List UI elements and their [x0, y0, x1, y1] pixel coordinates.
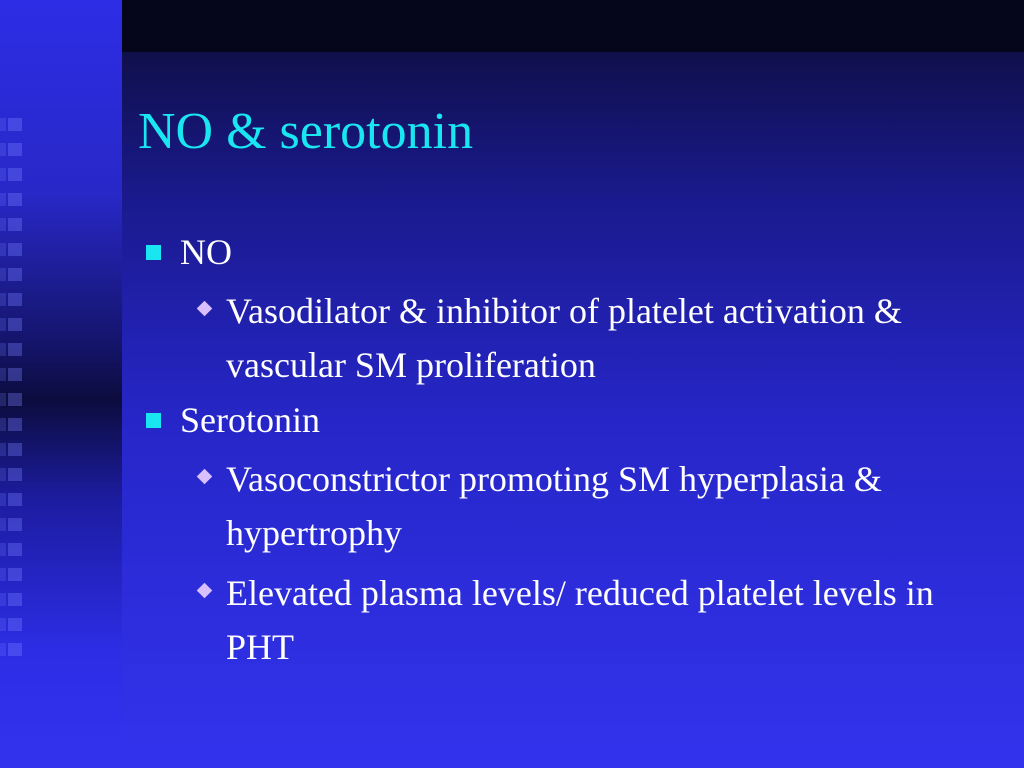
band-square	[0, 343, 6, 356]
band-square	[8, 468, 22, 481]
band-square	[8, 643, 22, 656]
band-square	[0, 143, 6, 156]
band-square	[0, 518, 6, 531]
top-decorative-band	[122, 0, 1024, 52]
bullet-heading: Serotonin	[180, 400, 320, 440]
band-square	[0, 418, 6, 431]
band-square	[0, 468, 6, 481]
band-square	[8, 243, 22, 256]
band-square	[8, 118, 22, 131]
bullet-item-serotonin	[146, 398, 1006, 442]
bullet-item-no	[146, 230, 1006, 274]
band-square	[8, 293, 22, 306]
band-square	[8, 218, 22, 231]
band-square	[0, 243, 6, 256]
band-square	[8, 168, 22, 181]
band-square	[8, 593, 22, 606]
band-square	[0, 643, 6, 656]
band-square	[8, 368, 22, 381]
band-square	[8, 493, 22, 506]
band-square	[0, 443, 6, 456]
square-bullet-icon	[146, 413, 161, 428]
band-square	[0, 218, 6, 231]
bullet-heading: NO	[180, 232, 232, 272]
band-square	[8, 568, 22, 581]
band-square	[8, 418, 22, 431]
sub-bullet-item	[196, 566, 1006, 674]
band-square	[8, 393, 22, 406]
sub-bullet-text: Vasodilator & inhibitor of platelet activation & vascular SM proliferation	[226, 291, 902, 385]
band-square	[8, 193, 22, 206]
band-square	[8, 318, 22, 331]
slide-content	[146, 230, 1006, 680]
band-square	[0, 318, 6, 331]
band-square	[8, 443, 22, 456]
band-square	[8, 268, 22, 281]
band-square	[0, 568, 6, 581]
band-square	[8, 618, 22, 631]
band-square	[0, 193, 6, 206]
band-square	[0, 368, 6, 381]
band-square	[0, 268, 6, 281]
band-square	[0, 593, 6, 606]
band-square	[8, 343, 22, 356]
band-square	[0, 618, 6, 631]
sub-bullet-text: Elevated plasma levels/ reduced platelet levels in PHT	[226, 573, 934, 667]
band-square	[0, 168, 6, 181]
slide-title: NO & serotonin	[138, 103, 474, 160]
band-square	[0, 118, 6, 131]
diamond-bullet-icon	[197, 469, 213, 485]
diamond-bullet-icon	[197, 301, 213, 317]
band-squares-inner	[8, 118, 26, 668]
band-square	[8, 518, 22, 531]
sub-bullet-text: Vasoconstrictor promoting SM hyperplasia & hypertrophy	[226, 459, 882, 553]
left-decorative-band	[0, 0, 122, 768]
band-square	[8, 143, 22, 156]
band-square	[0, 543, 6, 556]
band-square	[8, 543, 22, 556]
band-square	[0, 493, 6, 506]
sub-bullet-item	[196, 284, 1006, 392]
band-square	[0, 293, 6, 306]
band-square	[0, 393, 6, 406]
sub-bullet-item	[196, 452, 1006, 560]
band-squares-outer	[0, 118, 8, 668]
diamond-bullet-icon	[197, 583, 213, 599]
square-bullet-icon	[146, 245, 161, 260]
